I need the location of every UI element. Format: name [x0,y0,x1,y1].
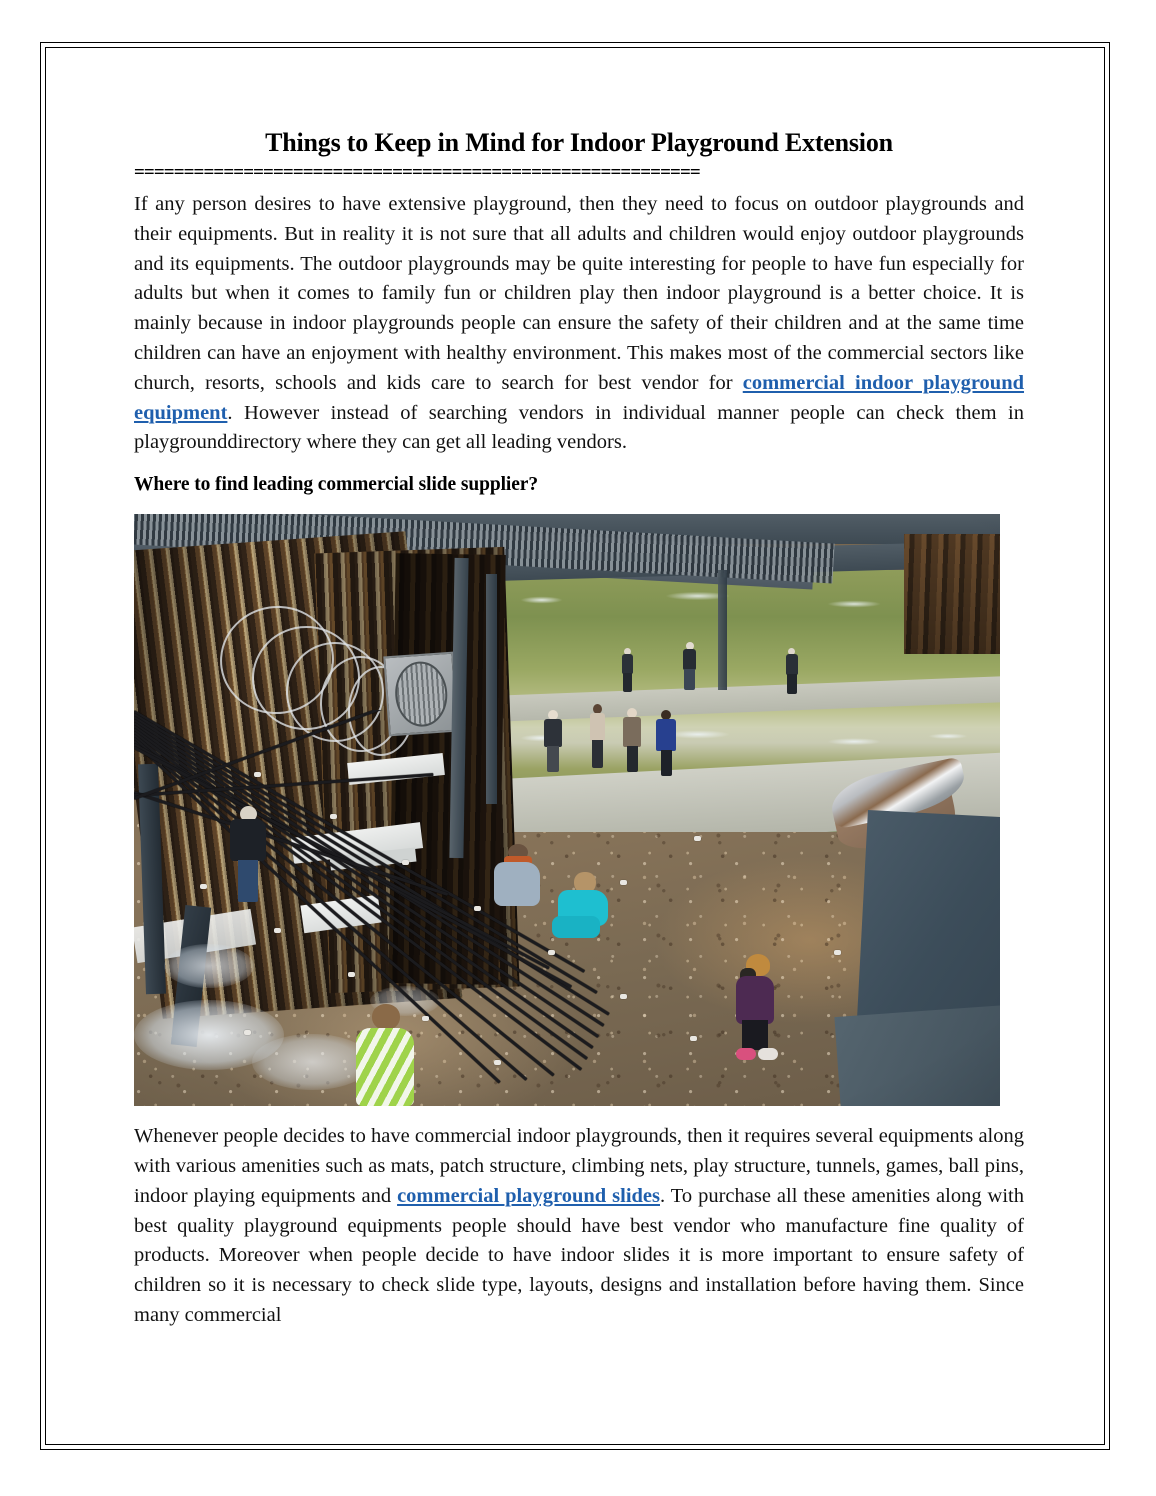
photo-child-turquoise-suit [552,872,614,938]
paragraph-intro [134,190,1024,458]
photo-pedestrian-2 [682,642,697,690]
paragraph-closing [134,1122,1024,1331]
link-commercial-playground-slides[interactable]: commercial playground slides [397,1184,660,1207]
playground-photo [134,514,1000,1106]
link-commercial-indoor-playground-equipment[interactable]: commercial indoor playground equipment [134,371,1025,424]
paragraph-intro-text-after-link: . However instead of searching vendors in individual manner people can check them in playgrounddirectory where they can get all leading vendors. [134,401,1024,454]
document-content [134,128,1024,1345]
paragraph-closing-text-before-link: Whenever people decides to have commercial indoor playgrounds, then it requires several equipments along with various amenities such as mats, patch structure, climbing nets, play structure, tunnels, games, ball pins, indoor playing equipments and [134,1125,1024,1207]
photo-steel-post-mid-outdoor [718,570,727,690]
page-title: Things to Keep in Mind for Indoor Playground Extension [265,128,893,157]
photo-child-green-stripes [356,1004,414,1106]
photo-child-dark-coat [230,806,266,902]
photo-child-purple-coat [732,954,780,1062]
paragraph-closing-text-after-link: . To purchase all these amenities along with best quality playground equipments people should have best vendor who manufacture fine quality of products. Moreover when people decide to have indoor slides it is more important to ensure safety of children so it is necessary to check slide type, layouts, designs and installation before having them. Since many commercial [134,1184,1025,1327]
photo-pedestrian-3 [785,648,799,694]
photo-foreground-ledge [834,1003,1000,1106]
section-subheading: Where to find leading commercial slide supplier? [134,474,538,496]
paragraph-intro-text-before-link: If any person desires to have extensive playground, then they need to focus on outdoor playgrounds and their equipments. But in reality it is not sure that all adults and children would enjoy outdoor playgrounds and its equipments. The outdoor playgrounds may be quite interesting for people to have fun especially for adults but when it comes to family fun or children play then indoor playground is a better choice. It is mainly because in indoor playgrounds people can ensure the safety of their children and at the same time children can have an enjoyment with healthy environment. This makes most of the commercial sectors like church, resorts, schools and kids care to search for best vendor for [134,192,1024,394]
photo-wood-wall-far-right [904,534,1000,654]
photo-pedestrian-1 [621,648,634,692]
title-divider-rule: ========================================================= [134,163,700,183]
photo-child-grey-jacket [494,844,540,906]
